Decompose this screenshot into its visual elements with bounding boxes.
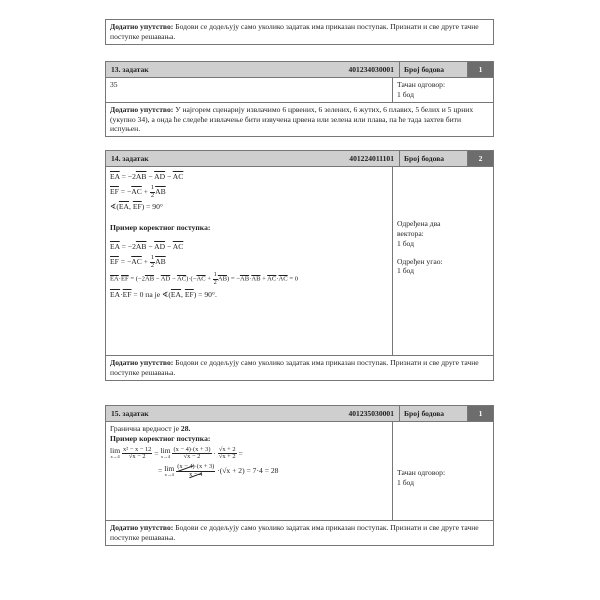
note-label: Додатно упутство: [110,523,174,532]
scoring-line: вектора: [397,228,424,238]
note-label: Додатно упутство: [110,104,174,114]
math-line: $\overline{EF} = -\overline{AC}$ + $\frac{1}{2}$ $\overline{AB}$ [110,183,166,199]
task-14-table [105,150,494,381]
math-line: $\overline{EA} = -2\overline{AB} - \overline{AD} - \overline{AC}$ [110,172,184,181]
limit-value: 28. [180,424,191,433]
scoring-line: Тачан одговор: [397,80,446,89]
task-15-solution-row [106,422,493,520]
task-code: 401234030001 [348,64,394,74]
note-text: У најгорем сценарију извлачимо 6 црвених, 6 зелених, 6 жутих, 6 плавих, 5 белих и 5 црних (укупно 34), а онда ће следеће извлачење бити извучена црвена или зелена или плава, па ће тада захтев бити испуњен. [110,104,474,134]
task-code: 401235030001 [348,408,394,418]
math-line: $∢(\overline{EA}$, $\overline{EF}) = 90^\circ$ [110,202,163,212]
task-code: 401224011101 [349,153,394,163]
scoring-points: 1 бод [397,477,415,487]
points-value: 1 [468,62,493,77]
example-label: Пример коректног поступка: [110,433,211,443]
task-15-table [105,405,494,546]
math-line: lim x→4 $\frac{\text{x² − x − 12}}{√x - 2}$ = lim x→4 $\frac{(x - 4)\cdot(x + 3)}{√x - 2}$ · $\frac{√x + 2}{√x + 2}$ = [110,445,243,461]
task-14-scoring [393,167,493,355]
points-label: Број бодова [400,62,468,77]
task-13-answer-row [106,78,493,102]
example-label: Пример коректног поступка: [110,223,211,233]
note-text: Бодови се додељују само уколико задатак има приказан поступак. Признати и све друге тачне поступке решавања. [110,22,479,41]
task-15-title-cell [106,406,400,421]
scoring-line: Одређен угао: [397,256,443,266]
task-13-answer: 35 [106,78,393,102]
additional-instruction [106,20,493,44]
top-note-block [105,19,494,45]
note-label: Додатно упутство: [110,22,174,31]
task-14-solution [106,167,393,355]
task-14-title-cell [106,151,400,166]
math-line: $\overline{EF} = -\overline{AC}$ + $\frac{1}{2}$ $\overline{AB}$ [110,253,166,269]
task-title: 13. задатак [111,64,149,74]
task-13-header [106,62,493,78]
note-text: Бодови се додељују само уколико задатак има приказан поступак. Признати и све друге тачне поступке решавања. [110,358,479,377]
task-14-solution-row [106,167,493,355]
task-14-note [106,355,493,380]
points-label: Број бодова [400,151,468,166]
math-line: $\overline{EA}\cdot\overline{EF} = (-2\overline{AB} - \overline{AD} - \overline{AC})\cdot(-\overline{AC}$ + $\frac{1}{2}$ $\overline{AB}) = -\overline{AB}\cdot\overline{AB} + \overline{AC}\cdot\overline{AC} = 0$ [110,271,298,287]
math-line: $\overline{EA}\cdot\overline{EF} = 0$ па је $∢(\overline{EA}$, $\overline{EF}) = 90^\circ$. [110,289,217,299]
math-line: $\overline{EA} = -2\overline{AB} - \overline{AD} - \overline{AC}$ [110,242,184,252]
task-15-scoring [393,422,493,520]
points-value: 1 [468,406,493,421]
points-value: 2 [468,151,493,166]
task-13-title-cell [106,62,400,77]
task-14-header [106,151,493,167]
scoring-line: Тачан одговор: [397,468,446,477]
task-15-header [106,406,493,422]
task-13-table [105,61,494,137]
note-text: Бодови се додељују само уколико задатак има приказан поступак. Признати и све друге тачне поступке решавања. [110,523,479,542]
math-line: = lim x→4 $\frac{(x - 4)\cdot(x + 3)}{x - 4}$ ·(√x + 2) = 7·4 = 28 [158,463,279,478]
scoring-line: Одређена два [397,219,441,228]
task-15-solution [106,422,393,520]
points-label: Број бодова [400,406,468,421]
scoring-points: 1 бод [397,89,415,99]
scoring-points: 1 бод [397,238,415,248]
limit-text: Гранична вредност је [110,424,179,433]
task-13-scoring [393,78,493,102]
scoring-points: 1 бод [397,266,415,276]
task-title: 15. задатак [111,408,149,418]
task-15-note [106,520,493,545]
note-label: Додатно упутство: [110,358,174,367]
task-title: 14. задатак [111,153,149,163]
task-13-note [106,102,493,137]
